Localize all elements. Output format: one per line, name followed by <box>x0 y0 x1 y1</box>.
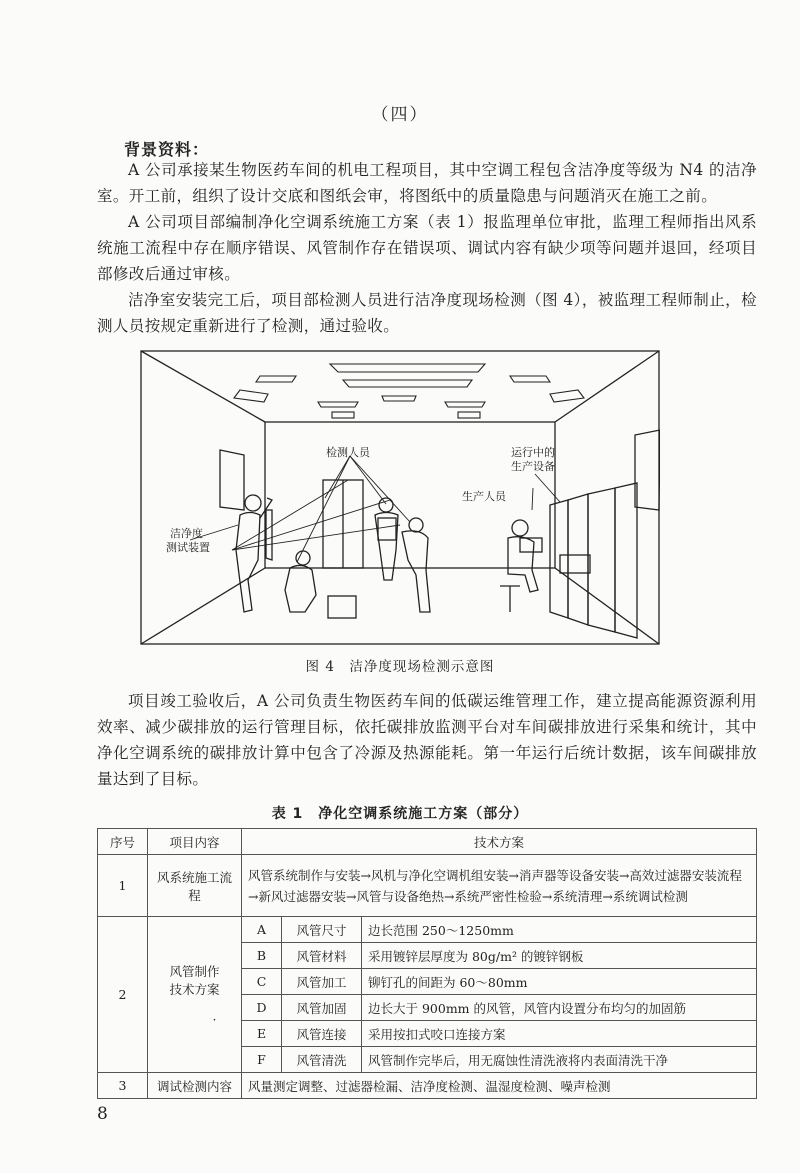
back-wall <box>265 422 555 568</box>
label-test-device-2: 测试装置 <box>166 541 210 554</box>
row2-item-line1: 风管制作 <box>169 964 220 979</box>
row1-tech: 风管系统制作与安装→风机与净化空调机组安装→消声器等设备安装→高效过滤器安装流程→新风过滤器安装→风管与设备绝热→系统严密性检验→系统清理→系统调试检测 <box>242 855 757 917</box>
row3-item: 调试检测内容 <box>148 1073 242 1099</box>
table-header-row <box>98 829 757 855</box>
row3-no: 3 <box>98 1073 148 1099</box>
table-row <box>98 917 757 943</box>
subrow-letter: A <box>242 917 282 943</box>
row1-no: 1 <box>98 855 148 917</box>
row1-item: 风系统施工流程 <box>148 855 242 917</box>
subrow-name: 风管尺寸 <box>282 917 362 943</box>
label-production-staff: 生产人员 <box>462 490 506 503</box>
background-label: 背景资料： <box>124 140 210 159</box>
subrow-letter: E <box>242 1021 282 1047</box>
subrow-content: 边长大于 900mm 的风管，风管内设置分布均匀的加固筋 <box>362 995 757 1021</box>
table-caption: 表 1 净化空调系统施工方案（部分） <box>271 806 529 822</box>
subrow-letter: D <box>242 995 282 1021</box>
label-inspectors: 检测人员 <box>326 446 370 459</box>
paragraph-1: A 公司承接某生物医药车间的机电工程项目，其中空调工程包含洁净度等级为 N4 的洁净室。开工前，组织了设计交底和图纸会审，将图纸中的质量隐患与问题消灭在施工之前。 <box>97 161 757 205</box>
subrow-content: 采用按扣式咬口连接方案 <box>362 1021 757 1047</box>
construction-plan-table <box>97 828 757 1099</box>
cleanroom-figure <box>140 350 660 645</box>
header-no: 序号 <box>98 829 148 855</box>
label-running-equipment-1: 运行中的 <box>511 446 555 459</box>
label-test-device-1: 洁净度 <box>170 527 203 540</box>
header-item: 项目内容 <box>148 829 242 855</box>
paragraph-2: A 公司项目部编制净化空调系统施工方案（表 1）报监理单位审批，监理工程师指出风系统施工流程中存在顺序错误、风管制作存在错误项、调试内容有缺少项等问题并退回，经项目部修改后通过审核。 <box>97 213 757 283</box>
subrow-name: 风管材料 <box>282 943 362 969</box>
subrow-name: 风管连接 <box>282 1021 362 1047</box>
right-wall-panel <box>635 430 660 510</box>
cleanroom-illustration <box>140 350 660 645</box>
section-title: （四） <box>371 105 429 125</box>
subrow-letter: F <box>242 1047 282 1073</box>
inspector-figure-2 <box>285 551 356 618</box>
subrow-name: 风管加固 <box>282 995 362 1021</box>
label-running-equipment-2: 生产设备 <box>511 460 555 473</box>
row3-tech: 风量测定调整、过滤器检漏、洁净度检测、温湿度检测、噪声检测 <box>242 1073 757 1099</box>
subrow-content: 铆钉孔的间距为 60～80mm <box>362 969 757 995</box>
production-worker-figure <box>500 520 538 612</box>
figure-caption: 图 4 洁净度现场检测示意图 <box>305 659 495 675</box>
ceiling-lights <box>234 364 584 418</box>
row2-no: 2 <box>98 917 148 1073</box>
table-row <box>98 855 757 917</box>
left-wall-panel <box>220 450 244 510</box>
subrow-content: 边长范围 250～1250mm <box>362 917 757 943</box>
subrow-name: 风管加工 <box>282 969 362 995</box>
page-number: 8 <box>97 1104 108 1124</box>
subrow-content: 采用镀锌层厚度为 80g/m² 的镀锌钢板 <box>362 943 757 969</box>
row2-stray-mark: · <box>212 1012 217 1027</box>
subrow-letter: B <box>242 943 282 969</box>
row2-item-line2: 技术方案 <box>169 982 220 997</box>
paragraph-4: 项目竣工验收后，A 公司负责生物医药车间的低碳运维管理工作，建立提高能源资源利用效率、减少碳排放的运行管理目标，依托碳排放监测平台对车间碳排放进行采集和统计，其中净化空调系统的碳排放计算中包含了冷源及热源能耗。第一年运行后统计数据，该车间碳排放量达到了目标。 <box>97 692 757 788</box>
header-tech: 技术方案 <box>242 829 757 855</box>
table-row <box>98 1073 757 1099</box>
inspector-figure-4 <box>402 518 430 612</box>
subrow-letter: C <box>242 969 282 995</box>
paragraph-3: 洁净室安装完工后，项目部检测人员进行洁净度现场检测（图 4），被监理工程师制止，检测人员按规定重新进行了检测，通过验收。 <box>97 291 757 335</box>
row2-item <box>148 917 242 1073</box>
subrow-content: 风管制作完毕后，用无腐蚀性清洗液将内表面清洗干净 <box>362 1047 757 1073</box>
subrow-name: 风管清洗 <box>282 1047 362 1073</box>
